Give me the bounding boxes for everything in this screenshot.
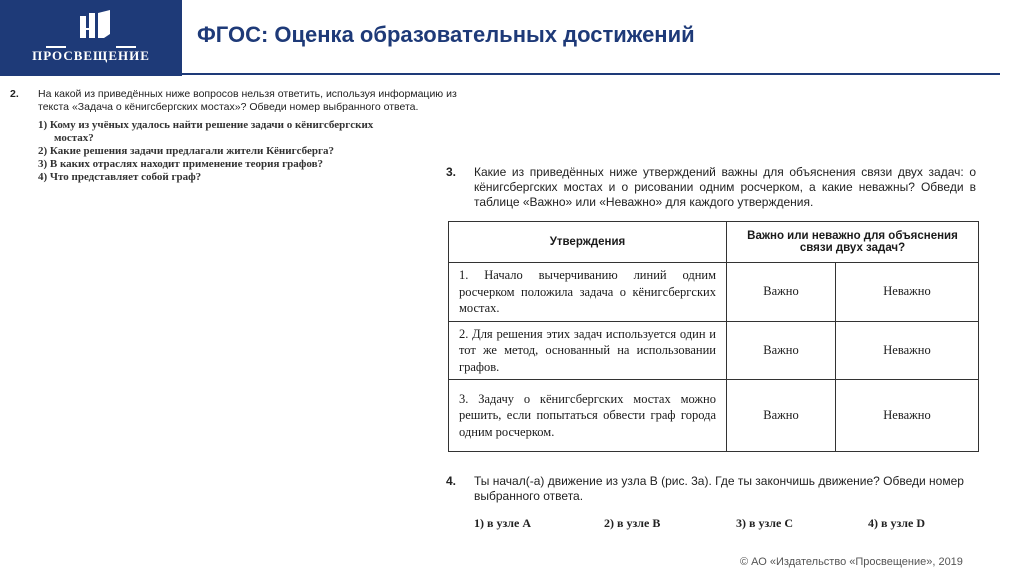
answer-option-continuation: мостах? [54, 132, 94, 144]
header-divider [182, 73, 1000, 75]
answer-options [38, 119, 490, 184]
question-text: Какие из приведённых ниже утверждений важны для объяснения связи двух задач: о кёнигсбергских мостах и о рисовании одним росчерком, а какие неважны? Обведи в таблице «Важно» или «Неважно» для каждого утверждения. [474, 165, 976, 209]
column-header-statements: Утверждения [449, 222, 727, 263]
page-title: ФГОС: Оценка образовательных достижений [197, 22, 695, 47]
table-row [449, 263, 979, 322]
answer-option: 1) Кому из учёных удалось найти решение задачи о кёнигсбергских [38, 119, 374, 131]
statement-cell: 1. Начало вычерчиванию линий одним росчерком положила задача о кёнигсбергских мостах. [449, 263, 727, 322]
answer-option[interactable]: 1) в узле A [474, 516, 532, 530]
table-header-row [449, 222, 979, 263]
statement-cell: 3. Задачу о кёнигсбергских мостах можно решить, если попытаться обвести граф города одним росчерком. [449, 380, 727, 452]
question-text: На какой из приведённых ниже вопросов нельзя ответить, используя информацию из текста «Задача о кёнигсбергских мостах»? Обведи номер выбранного ответа. [38, 88, 457, 113]
question-2 [10, 88, 490, 184]
table-row [449, 321, 979, 380]
answer-option: 3) В каких отраслях находит применение теория графов? [38, 158, 324, 170]
question-3 [446, 165, 986, 210]
unimportant-option[interactable]: Неважно [836, 321, 979, 380]
important-option[interactable]: Важно [727, 263, 836, 322]
important-option[interactable]: Важно [727, 380, 836, 452]
question-number: 4. [446, 474, 457, 488]
important-option[interactable]: Важно [727, 321, 836, 380]
answer-option: 2) Какие решения задачи предлагали жители Кёнигсберга? [38, 145, 334, 157]
question-text: Ты начал(-а) движение из узла B (рис. 3а). Где ты закончишь движение? Обведи номер выбранного ответа. [474, 474, 964, 503]
unimportant-option[interactable]: Неважно [836, 263, 979, 322]
publisher-logo [0, 0, 182, 76]
question-number: 2. [10, 88, 19, 100]
table-row [449, 380, 979, 452]
logo-emblem-icon [78, 10, 112, 42]
logo-text: ПРОСВЕЩЕНИЕ [32, 48, 150, 63]
copyright-notice: © АО «Издательство «Просвещение», 2019 [740, 556, 963, 568]
answer-option[interactable]: 2) в узле B [604, 516, 661, 530]
statement-cell: 2. Для решения этих задач используется один и тот же метод, основанный на использовании графов. [449, 321, 727, 380]
question-number: 3. [446, 165, 457, 179]
answer-option[interactable]: 3) в узле C [736, 516, 794, 530]
question-4 [446, 474, 986, 530]
column-header-importance: Важно или неважно для объяснения связи двух задач? [727, 222, 979, 263]
answer-option: 4) Что представляет собой граф? [38, 171, 202, 183]
answer-option[interactable]: 4) в узле D [868, 516, 926, 530]
unimportant-option[interactable]: Неважно [836, 380, 979, 452]
statements-table [448, 221, 979, 452]
